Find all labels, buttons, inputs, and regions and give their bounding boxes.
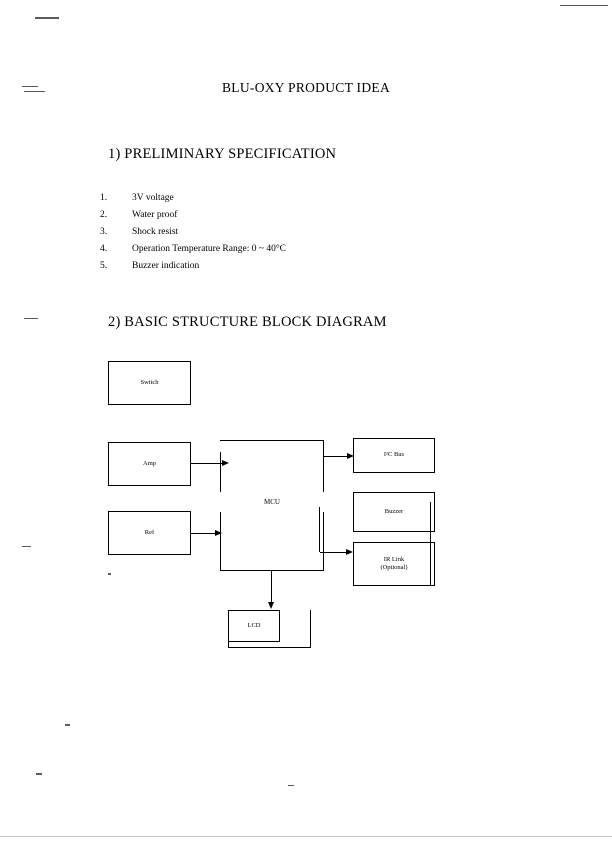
diagram-block-ir-link [353, 542, 435, 586]
diagram-block-i2c-bus: I²C Bus [353, 438, 435, 473]
list-item-text: Operation Temperature Range: 0 ~ 40°C [132, 244, 286, 254]
scan-artifact [560, 5, 608, 6]
ir-link-label-line2: (Optional) [380, 564, 408, 571]
list-item-text: Buzzer indication [132, 261, 200, 271]
scan-artifact [288, 785, 294, 786]
list-item [100, 224, 286, 241]
diagram-block-switch: Switch [108, 361, 191, 405]
diagram-block-mcu: MCU [220, 492, 324, 512]
list-item-number: 2. [100, 210, 108, 220]
scan-artifact [35, 17, 59, 19]
page-title: BLU-OXY PRODUCT IDEA [222, 80, 390, 95]
mcu-top-edge [220, 440, 324, 441]
list-item-number: 1. [100, 193, 108, 203]
arrow-mcu-i2c [347, 453, 354, 459]
scan-artifact-line [228, 647, 311, 648]
section-heading-specification: 1) PRELIMINARY SPECIFICATION [108, 146, 337, 162]
list-item-number: 3. [100, 227, 108, 237]
list-item-text: 3V voltage [132, 193, 174, 203]
list-item-text: Water proof [132, 210, 178, 220]
scan-artifact-line [310, 610, 311, 648]
scan-artifact [24, 318, 38, 319]
scan-artifact [22, 546, 31, 547]
scan-artifact [65, 724, 70, 726]
scan-artifact [0, 836, 612, 837]
diagram-block-buzzer: Buzzer [353, 492, 435, 532]
list-item [100, 207, 286, 224]
connector-mcu-lcd [271, 571, 272, 603]
list-item [100, 258, 286, 275]
arrow-mcu-lcd [268, 602, 274, 609]
list-item [100, 190, 286, 207]
specification-list [100, 190, 286, 275]
diagram-block-ref: Ref [108, 511, 191, 555]
diagram-block-lcd: LCD [228, 610, 280, 642]
ir-link-label-line1: IR Link [383, 555, 405, 563]
list-item-number: 5. [100, 261, 108, 271]
list-item-text: Shock resist [132, 227, 179, 237]
mcu-bottom-edge [220, 570, 324, 571]
scan-artifact-line [430, 502, 431, 586]
connector-amp-mcu [191, 463, 226, 464]
list-item-number: 4. [100, 244, 108, 254]
scan-artifact-line [228, 610, 229, 648]
connector-mcu-buzzer-vert [319, 507, 320, 552]
arrow-ref-mcu [215, 530, 222, 536]
diagram-block-amp: Amp [108, 442, 191, 486]
arrow-mcu-irlink [346, 549, 353, 555]
arrow-amp-mcu [222, 460, 229, 466]
section-heading-block-diagram: 2) BASIC STRUCTURE BLOCK DIAGRAM [108, 314, 387, 330]
list-item [100, 241, 286, 258]
block-diagram [100, 352, 500, 672]
scan-artifact [36, 773, 42, 775]
